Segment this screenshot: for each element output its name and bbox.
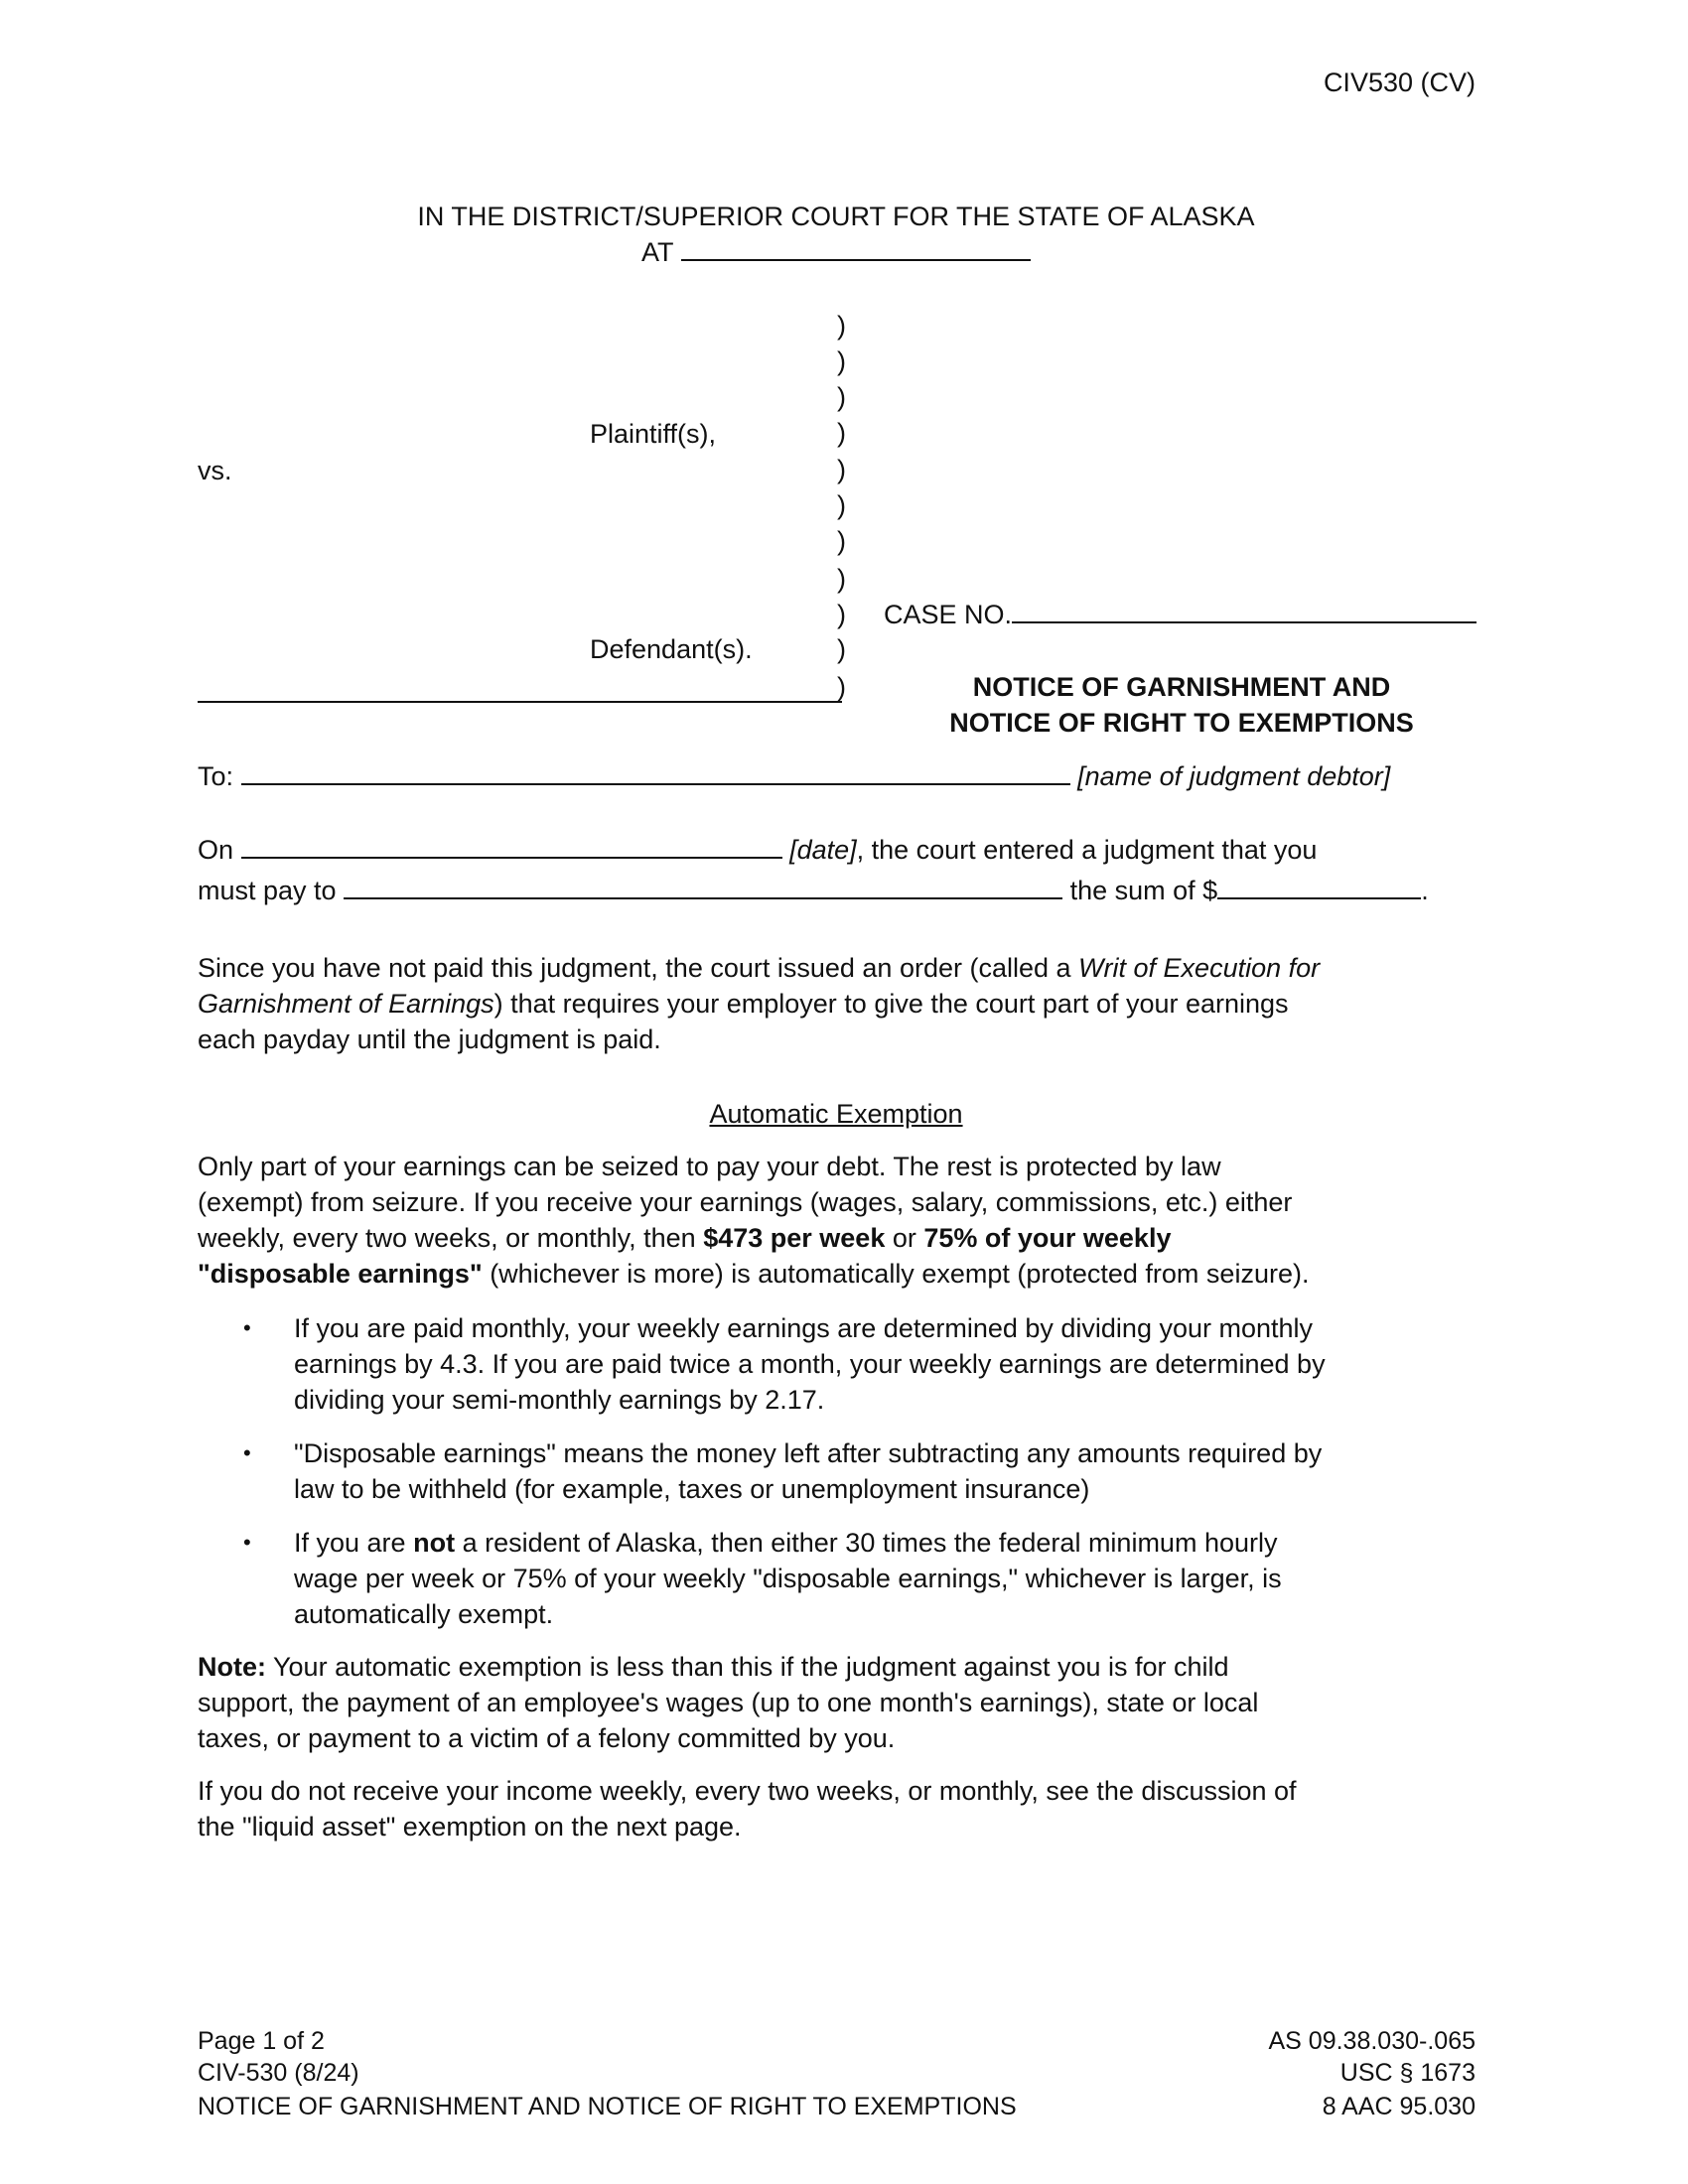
paren: )	[837, 634, 846, 664]
vs-label: vs.	[198, 456, 232, 485]
defendant-label: Defendant(s).	[590, 634, 753, 664]
text: (whichever is more) is automatically exempt (protected from seizure).	[482, 1259, 1310, 1289]
paragraph-line	[198, 1257, 1309, 1291]
section-heading: Automatic Exemption	[709, 1099, 963, 1129]
paragraph-line: If you do not receive your income weekly, every two weeks, or monthly, see the discussion of	[198, 1776, 1297, 1806]
to-label: To:	[198, 761, 234, 791]
text: ) that requires your employer to give the court part of your earnings	[493, 989, 1289, 1019]
term: "disposable earnings"	[198, 1259, 483, 1289]
note-line: support, the payment of an employee's wages (up to one month's earnings), state or local	[198, 1688, 1259, 1717]
creditor-field[interactable]	[344, 874, 1062, 899]
paren: )	[837, 382, 846, 412]
paragraph-line	[198, 987, 1289, 1021]
on-label: On	[198, 835, 234, 865]
paren: )	[837, 455, 846, 484]
text: If you are	[294, 1528, 414, 1558]
footer-form-title: NOTICE OF GARNISHMENT AND NOTICE OF RIGHT TO EXEMPTIONS	[198, 2093, 1017, 2120]
case-no-label: CASE NO.	[884, 600, 1013, 629]
paren: )	[837, 311, 846, 341]
text: a resident of Alaska, then either 30 times the federal minimum hourly	[455, 1528, 1278, 1558]
note-line: taxes, or payment to a victim of a felony committed by you.	[198, 1723, 896, 1753]
sum-label: the sum of $	[1069, 876, 1218, 905]
paren: )	[837, 346, 846, 376]
case-number-field[interactable]	[1012, 598, 1477, 623]
bullet-line: "Disposable earnings" means the money left after subtracting any amounts required by	[294, 1438, 1323, 1468]
to-line	[198, 759, 1390, 793]
paragraph-line: Only part of your earnings can be seized to pay your debt. The rest is protected by law	[198, 1152, 1221, 1181]
judgment-debtor-field[interactable]	[241, 759, 1070, 785]
footer-aac: 8 AAC 95.030	[1322, 2093, 1476, 2120]
bullet-line: dividing your semi-monthly earnings by 2.17.	[294, 1385, 825, 1415]
period: .	[1421, 876, 1429, 905]
footer-page-number: Page 1 of 2	[198, 2027, 325, 2055]
paren: )	[837, 418, 846, 448]
note-label: Note:	[198, 1652, 266, 1682]
sum-field[interactable]	[1217, 874, 1421, 899]
paren: )	[837, 600, 846, 629]
judgment-text: , the court entered a judgment that you	[856, 835, 1318, 865]
bullet-icon: •	[243, 1315, 251, 1340]
writ-title: Writ of Execution for	[1078, 953, 1321, 983]
paragraph-line	[198, 951, 1320, 985]
must-pay-label: must pay to	[198, 876, 337, 905]
text: or	[885, 1223, 924, 1253]
exempt-amount: $473 per week	[703, 1223, 886, 1253]
at-label: AT	[641, 237, 674, 267]
bullet-line: law to be withheld (for example, taxes or unemployment insurance)	[294, 1474, 1090, 1504]
court-heading: IN THE DISTRICT/SUPERIOR COURT FOR THE STATE OF ALASKA	[417, 202, 1255, 231]
footer-usc: USC § 1673	[1339, 2059, 1476, 2087]
text: weekly, every two weeks, or monthly, then	[198, 1223, 704, 1253]
paragraph-line: (exempt) from seizure. If you receive your earnings (wages, salary, commissions, etc.) either	[198, 1187, 1293, 1217]
paragraph-line	[198, 1221, 1171, 1255]
writ-title: Garnishment of Earnings	[198, 989, 494, 1019]
exempt-percent: 75% of your weekly	[923, 1223, 1172, 1253]
emphasis: not	[413, 1528, 456, 1558]
title-line-1: NOTICE OF GARNISHMENT AND	[972, 672, 1391, 702]
judgment-date-field[interactable]	[241, 833, 782, 859]
debtor-hint: [name of judgment debtor]	[1077, 761, 1391, 791]
note-line	[198, 1650, 1229, 1684]
text: Your automatic exemption is less than this if the judgment against you is for child	[266, 1652, 1229, 1682]
bullet-icon: •	[243, 1440, 251, 1465]
title-line-2: NOTICE OF RIGHT TO EXEMPTIONS	[949, 708, 1414, 738]
paren: )	[837, 526, 846, 556]
court-location-line	[641, 235, 1031, 269]
case-number-line	[884, 598, 1477, 631]
bullet-icon: •	[243, 1530, 251, 1555]
paragraph-line: the "liquid asset" exemption on the next page.	[198, 1812, 742, 1842]
bullet-line: If you are paid monthly, your weekly earnings are determined by dividing your monthly	[294, 1313, 1314, 1343]
text: Since you have not paid this judgment, the court issued an order (called a	[198, 953, 1079, 983]
bullet-line: wage per week or 75% of your weekly "disposable earnings," whichever is larger, is	[294, 1564, 1282, 1593]
date-hint: [date]	[789, 835, 857, 865]
bullet-line: earnings by 4.3. If you are paid twice a month, your weekly earnings are determined by	[294, 1349, 1326, 1379]
paren: )	[837, 672, 846, 702]
footer-statute: AS 09.38.030-.065	[1268, 2027, 1476, 2055]
court-location-field[interactable]	[681, 235, 1031, 261]
defendant-name-field[interactable]	[198, 701, 842, 703]
paragraph-line: each payday until the judgment is paid.	[198, 1024, 661, 1054]
paren: )	[837, 490, 846, 520]
bullet-line	[294, 1526, 1277, 1560]
must-pay-line	[198, 874, 1429, 907]
bullet-line: automatically exempt.	[294, 1599, 554, 1629]
plaintiff-label: Plaintiff(s),	[590, 419, 717, 449]
footer-form-code: CIV-530 (8/24)	[198, 2059, 359, 2087]
judgment-date-line	[198, 833, 1317, 867]
form-code: CIV530 (CV)	[1323, 68, 1476, 97]
paren: )	[837, 564, 846, 594]
